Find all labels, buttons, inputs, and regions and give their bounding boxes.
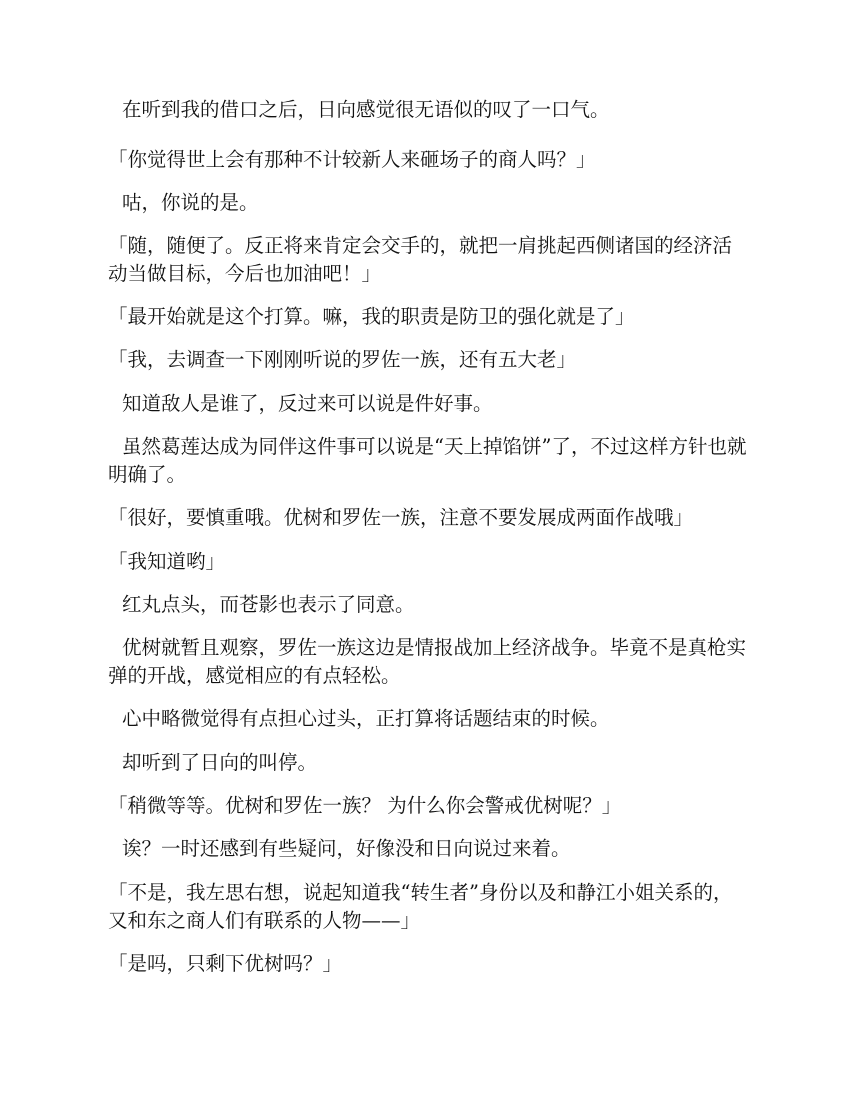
paragraph-11: 红丸点头，而苍影也表示了同意。 — [122, 593, 415, 616]
paragraph-13: 心中略微觉得有点担心过头，正打算将话题结束的时候。 — [122, 707, 610, 730]
paragraph-16: 诶？一时还感到有些疑问，好像没和日向说过来着。 — [122, 837, 571, 860]
paragraph-15: 「稍微等等。优树和罗佐一族？ 为什么你会警戒优树呢？」 — [108, 794, 622, 817]
paragraph-14: 却听到了日向的叫停。 — [122, 751, 318, 774]
paragraph-9: 「很好，要慎重哦。优树和罗佐一族，注意不要发展成两面作战哦」 — [108, 506, 694, 529]
paragraph-17: 「不是，我左思右想，说起知道我“转生者”身份以及和静江小姐关系的，又和东之商人们有联系的人物——」 — [108, 881, 733, 932]
paragraph-1: 在听到我的借口之后，日向感觉很无语似的叹了一口气。 — [122, 98, 610, 121]
paragraph-6: 「我，去调查一下刚刚听说的罗佐一族，还有五大老」 — [108, 348, 577, 371]
paragraph-3: 咕，你说的是。 — [122, 191, 259, 214]
paragraph-18: 「是吗，只剩下优树吗？」 — [108, 952, 343, 975]
paragraph-5: 「最开始就是这个打算。嘛，我的职责是防卫的强化就是了」 — [108, 305, 635, 328]
paragraph-4: 「随，随便了。反正将来肯定会交手的，就把一肩挑起西侧诸国的经济活动当做目标，今后也加油吧！」 — [108, 234, 733, 285]
paragraph-2: 「你觉得世上会有那种不计较新人来砸场子的商人吗？」 — [108, 148, 596, 171]
paragraph-12: 优树就暂且观察，罗佐一族这边是情报战加上经济战争。毕竟不是真枪实弹的开战，感觉相应的有点轻松。 — [108, 636, 747, 687]
paragraph-8: 虽然葛莲达成为同伴这件事可以说是“天上掉馅饼”了，不过这样方针也就明确了。 — [108, 435, 747, 486]
paragraph-7: 知道敌人是谁了，反过来可以说是件好事。 — [122, 392, 493, 415]
paragraph-10: 「我知道哟」 — [108, 550, 226, 573]
